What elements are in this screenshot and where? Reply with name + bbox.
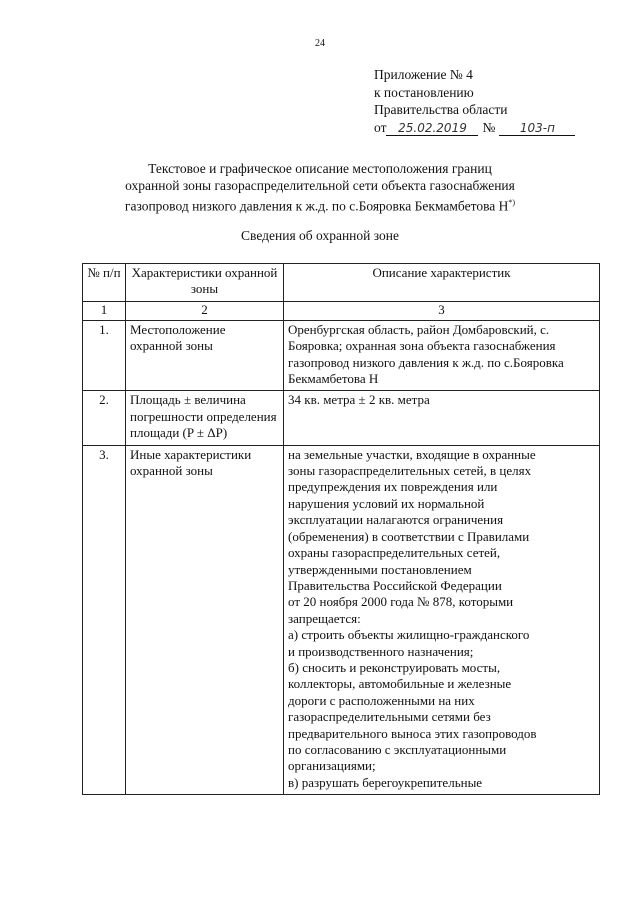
description-line: коллекторы, автомобильные и железные bbox=[288, 676, 512, 692]
description-line: на земельные участки, входящие в охранные bbox=[288, 446, 536, 462]
appendix-line-3: Правительства области bbox=[374, 102, 508, 117]
description-line: и производственного назначения; bbox=[288, 643, 474, 659]
description-line: а) строить объекты жилищно-гражданского bbox=[288, 627, 530, 643]
column-number-1: 1 bbox=[83, 301, 126, 320]
description-line: предварительного выноса этих газопроводов bbox=[288, 725, 537, 741]
row-description: Оренбургская область, район Домбаровский, с. Бояровка; охранная зона объекта газоснабжения газопровод низкого давления к ж.д. по с.Бояровка Бекмамбетова Н bbox=[284, 320, 600, 391]
title-line-2: охранной зоны газораспределительной сети объекта газоснабжения bbox=[125, 178, 515, 193]
table-header-row bbox=[83, 264, 600, 302]
description-line: нарушения условий их нормальной bbox=[288, 495, 485, 511]
column-number-2: 2 bbox=[126, 301, 284, 320]
row-number: 3. bbox=[83, 445, 126, 795]
footnote-mark: *) bbox=[508, 198, 516, 207]
description-line: Правительства Российской Федерации bbox=[288, 577, 502, 593]
title-line-3-text: газопровод низкого давления к ж.д. по с.Бояровка Бекмамбетова Н bbox=[124, 198, 509, 214]
appendix-date-line bbox=[374, 119, 575, 137]
description-line: газораспределительными сетями без bbox=[288, 709, 491, 725]
row-description-lines bbox=[284, 445, 600, 795]
appendix-block bbox=[374, 66, 575, 136]
row-characteristic: Местоположение охранной зоны bbox=[126, 320, 284, 391]
table-row bbox=[83, 320, 600, 391]
document-title bbox=[60, 160, 580, 215]
handwritten-number: 103-п bbox=[499, 121, 575, 136]
row-description: 34 кв. метра ± 2 кв. метра bbox=[284, 391, 600, 445]
title-line-3 bbox=[60, 194, 580, 215]
table-row bbox=[83, 391, 600, 445]
description-line: утвержденными постановлением bbox=[288, 561, 472, 577]
table-row bbox=[83, 445, 600, 795]
row-characteristic: Площадь ± величина погрешности определения площади (P ± ΔP) bbox=[126, 391, 284, 445]
description-line: предупреждения их повреждения или bbox=[288, 479, 498, 495]
description-line: дороги с расположенными на них bbox=[288, 692, 475, 708]
description-line: запрещается: bbox=[288, 610, 361, 626]
description-line: б) сносить и реконструировать мосты, bbox=[288, 659, 501, 675]
appendix-line-1: Приложение № 4 bbox=[374, 67, 473, 82]
description-line: в) разрушать берегоукрепительные bbox=[288, 774, 483, 790]
header-number: № п/п bbox=[83, 264, 126, 302]
description-line: (обременения) в соответствии с Правилами bbox=[288, 528, 530, 544]
header-characteristic: Характеристики охранной зоны bbox=[126, 264, 284, 302]
row-number: 2. bbox=[83, 391, 126, 445]
column-number-3: 3 bbox=[284, 301, 600, 320]
column-number-row bbox=[83, 301, 600, 320]
description-line: по согласованию с эксплуатационными bbox=[288, 741, 507, 757]
description-line: организациями; bbox=[288, 758, 376, 774]
description-line: зоны газораспределительных сетей, в целях bbox=[288, 463, 532, 479]
handwritten-date: 25.02.2019 bbox=[386, 121, 478, 136]
page-number: 24 bbox=[315, 38, 325, 49]
row-characteristic: Иные характеристики охранной зоны bbox=[126, 445, 284, 795]
row-number: 1. bbox=[83, 320, 126, 391]
appendix-line-2: к постановлению bbox=[374, 84, 474, 100]
description-line: от 20 ноября 2000 года № 878, которыми bbox=[288, 594, 514, 610]
description-line: эксплуатации налагаются ограничения bbox=[288, 512, 504, 528]
protection-zone-table bbox=[82, 263, 600, 795]
title-line-1: Текстовое и графическое описание местоположения границ bbox=[148, 161, 492, 176]
date-prefix: от bbox=[374, 119, 387, 135]
description-line: охраны газораспределительных сетей, bbox=[288, 545, 501, 561]
header-description: Описание характеристик bbox=[284, 264, 600, 302]
section-title: Сведения об охранной зоне bbox=[241, 228, 399, 243]
number-prefix: № bbox=[482, 119, 496, 135]
